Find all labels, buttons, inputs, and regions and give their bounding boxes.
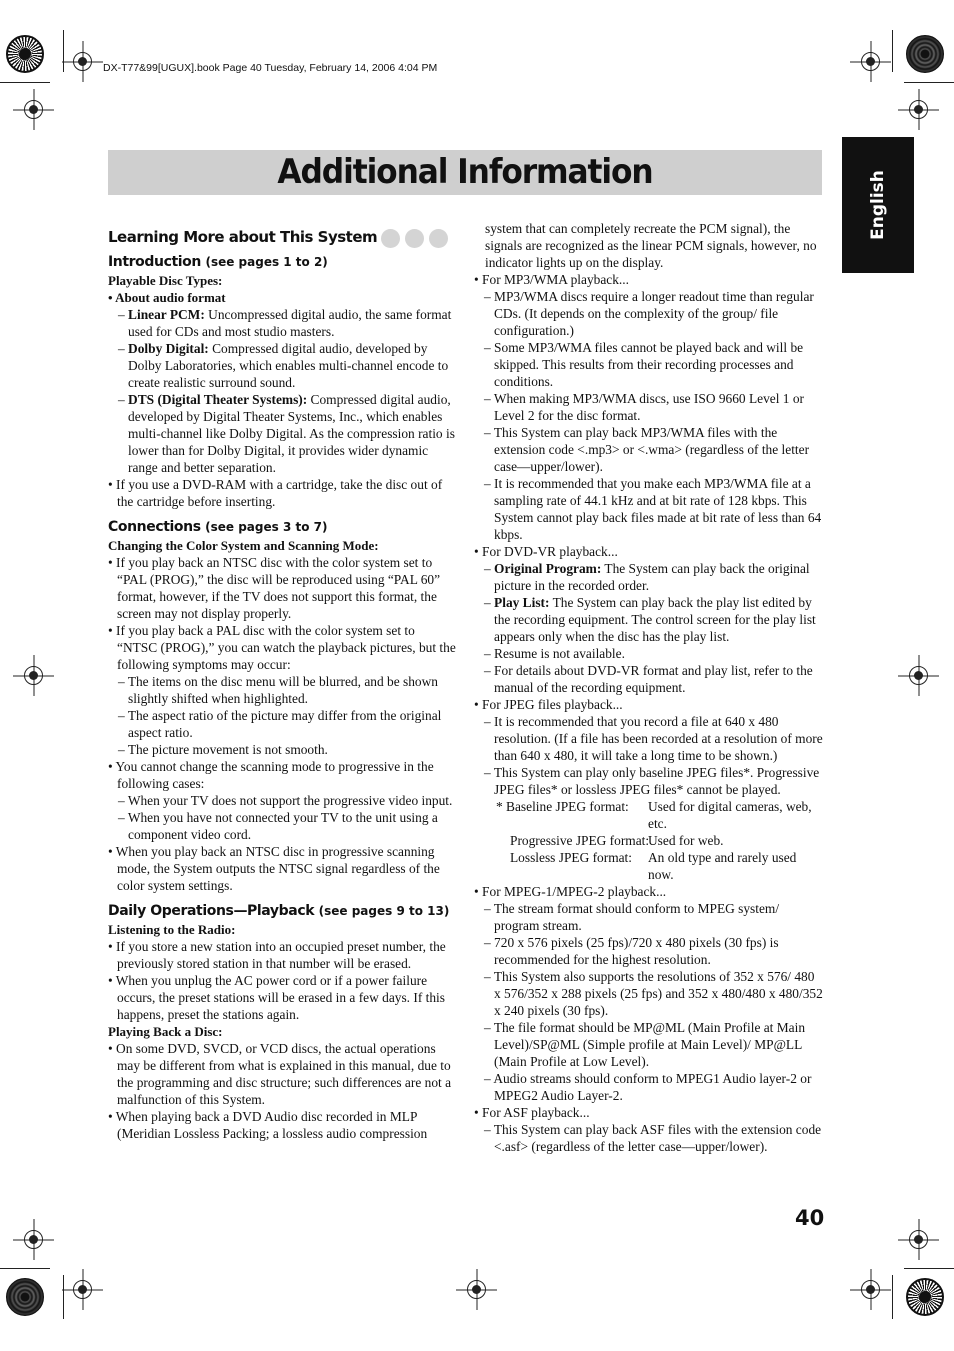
list-item: • When playing back a DVD Audio disc recorded in MLP (Meridian Lossless Packing; a lossless audio compression xyxy=(108,1108,428,1141)
crosshair-mark xyxy=(861,1280,880,1299)
list-subitem: – MP3/WMA discs require a longer readout time than regular CDs. (It depends on the complexity of the group/ file configuration.) xyxy=(484,289,814,338)
list-subitem: – Resume is not available. xyxy=(484,646,625,661)
list-item: • About audio format xyxy=(108,289,226,305)
list-item: • If you store a new station into an occupied preset number, the previously stored station in that number will be erased. xyxy=(108,938,446,971)
section-heading xyxy=(108,226,456,249)
crop-line xyxy=(892,1275,893,1319)
list-subitem: – Some MP3/WMA files cannot be played back and will be skipped. This results from their recording processes and conditions. xyxy=(484,340,804,389)
list-subitem: – This System can play back MP3/WMA files with the extension code <.mp3> or <.wma> (regardless of the letter case—upper/lower). xyxy=(484,425,810,474)
crop-line xyxy=(892,30,893,72)
left-column xyxy=(108,226,456,1142)
page-title: Additional Information xyxy=(277,152,653,192)
list-item: • For DVD-VR playback... xyxy=(474,544,618,559)
list-subitem: – This System can play back ASF files with the extension code <.asf> (regardless of the letter case—upper/lower). xyxy=(484,1122,822,1154)
list-item: • If you use a DVD-RAM with a cartridge, take the disc out of the cartridge before inserting. xyxy=(108,476,443,509)
list-subitem: – For details about DVD-VR format and play list, refer to the manual of the recording equipment. xyxy=(484,663,813,695)
registration-disc-top-right xyxy=(906,35,944,73)
list-subitem: – Original Program: The System can play back the original picture in the recorded order. xyxy=(484,561,810,593)
list-subitem: – The picture movement is not smooth. xyxy=(118,741,328,757)
crop-line xyxy=(63,30,64,72)
crop-line xyxy=(0,1268,50,1269)
page-number: 40 xyxy=(795,1206,825,1230)
crop-line xyxy=(904,82,954,83)
section-title: Learning More about This System xyxy=(108,228,378,246)
crosshair-mark xyxy=(73,1280,92,1299)
registration-mark-top-left xyxy=(6,35,44,73)
crosshair-mark xyxy=(861,52,880,71)
list-subitem: – When your TV does not support the progressive video input. xyxy=(118,792,453,808)
minor-heading: Listening to the Radio: xyxy=(108,921,236,937)
list-subitem: – Audio streams should conform to MPEG1 Audio layer-2 or MPEG2 Audio Layer-2. xyxy=(484,1071,812,1103)
subsection-heading: Introduction (see pages 1 to 2) xyxy=(108,253,328,270)
crosshair-mark xyxy=(24,666,43,685)
crop-line xyxy=(0,82,50,83)
list-subitem: – Linear PCM: Uncompressed digital audio, the same format used for CDs and most studio masters. xyxy=(118,306,452,339)
file-header: DX-T77&99[UGUX].book Page 40 Tuesday, February 14, 2006 4:04 PM xyxy=(103,62,438,74)
minor-heading: Changing the Color System and Scanning Mode: xyxy=(108,537,379,553)
subsection-heading: Connections (see pages 3 to 7) xyxy=(108,518,328,535)
jpeg-format-row: Lossless JPEG format: An old type and rarely used now. xyxy=(510,850,797,882)
minor-heading: Playing Back a Disc: xyxy=(108,1023,223,1039)
list-subitem: – It is recommended that you make each MP3/WMA file at a sampling rate of 44.1 kHz and at bit rate of 128 kbps. This System cannot play back files made at bit rate of less than 64 kbps. xyxy=(484,476,822,542)
continued-text: system that can completely recreate the PCM signal), the signals are recognized as the linear PCM signals, however, no indicator lights up on the display. xyxy=(485,221,817,270)
registration-disc-bottom-left xyxy=(6,1278,44,1316)
list-subitem: – 720 x 576 pixels (25 fps)/720 x 480 pixels (30 fps) is recommended for the highest resolution. xyxy=(484,935,779,967)
list-subitem: – The aspect ratio of the picture may differ from the original aspect ratio. xyxy=(118,707,442,740)
title-bar xyxy=(108,150,822,195)
list-subitem: – This System can play only baseline JPEG files*. Progressive JPEG files* or lossless JPEG files* cannot be played. xyxy=(484,765,820,797)
list-item: • If you play back a PAL disc with the color system set to “NTSC (PROG),” you can watch the playback pictures, but the following symptoms may occur: xyxy=(108,622,456,672)
crop-line xyxy=(904,1268,954,1269)
crosshair-mark xyxy=(909,666,928,685)
list-item: • For MPEG-1/MPEG-2 playback... xyxy=(474,884,667,899)
list-item: • For MP3/WMA playback... xyxy=(474,272,629,287)
list-subitem: – It is recommended that you record a file at 640 x 480 resolution. (If a file has been recorded at a resolution of more than 640 x 480, it will take a long time to be shown.) xyxy=(484,714,823,763)
crosshair-mark xyxy=(24,1230,43,1249)
list-subitem: – This System also supports the resolutions of 352 x 576/ 480 x 576/352 x 288 pixels (25 fps) and 352 x 480/480 x 480/352 x 240 pixels (30 fps). xyxy=(484,969,823,1018)
right-column xyxy=(474,220,824,1155)
crosshair-mark xyxy=(24,100,43,119)
list-item: • For JPEG files playback... xyxy=(474,697,623,712)
registration-mark-bottom-right xyxy=(906,1278,944,1316)
list-item: • When you unplug the AC power cord or if a power failure occurs, the preset stations will be erased in a few days. If this happens, preset the stations again. xyxy=(108,972,445,1022)
crop-line xyxy=(63,1275,64,1319)
list-item: • If you play back an NTSC disc with the color system set to “PAL (PROG),” the disc will be reproduced using “PAL 60” format, however, if the TV does not support this format, the screen may not display properly. xyxy=(108,554,441,621)
list-subitem: – When making MP3/WMA discs, use ISO 9660 Level 1 or Level 2 for the disc format. xyxy=(484,391,804,423)
subsection-heading: Daily Operations—Playback (see pages 9 to 13) xyxy=(108,902,450,919)
list-subitem: – The stream format should conform to MPEG system/ program stream. xyxy=(484,901,780,933)
list-item: • On some DVD, SVCD, or VCD discs, the actual operations may be different from what is explained in this manual, due to the programming and disc structure; such differences are not a malfunction of this System. xyxy=(108,1040,452,1107)
list-subitem: – Dolby Digital: Compressed digital audio, developed by Dolby Laboratories, which enables multi-channel encode to create realistic surround sound. xyxy=(118,340,449,390)
crosshair-mark xyxy=(909,100,928,119)
jpeg-format-row: Progressive JPEG format: Used for web. xyxy=(510,833,724,848)
list-item: • For ASF playback... xyxy=(474,1105,590,1120)
list-subitem: – The items on the disc menu will be blurred, and be shown slightly shifted when highlighted. xyxy=(118,673,438,706)
jpeg-format-row: * Baseline JPEG format: Used for digital cameras, web, etc. xyxy=(496,799,812,831)
crosshair-mark xyxy=(73,52,92,71)
list-subitem: – The file format should be MP@ML (Main Profile at Main Level)/SP@ML (Simple profile at Main Level)/ MP@LL (Main Profile at Low Level). xyxy=(484,1020,806,1069)
minor-heading: Playable Disc Types: xyxy=(108,272,223,288)
language-tab xyxy=(842,137,914,273)
list-subitem: – When you have not connected your TV to the unit using a component video cord. xyxy=(118,809,438,842)
crosshair-mark xyxy=(909,1230,928,1249)
list-subitem: – Play List: The System can play back the play list edited by the recording equipment. The control screen for the play list appears only when the disc has the play list. xyxy=(484,595,816,644)
crosshair-mark xyxy=(467,1280,486,1299)
list-item: • When you play back an NTSC disc in progressive scanning mode, the System outputs the NTSC signal regardless of the color system settings. xyxy=(108,843,440,893)
list-subitem: – DTS (Digital Theater Systems): Compressed digital audio, developed by Digital Theater Systems, Inc., which enables multi-channel like Dolby Digital. As the compression ratio is lower than for Dolby Digital, it provides wider dynamic range and better separation. xyxy=(118,391,455,475)
heading-dots xyxy=(381,227,453,249)
language-tab-label: English xyxy=(868,170,888,240)
list-item: • You cannot change the scanning mode to progressive in the following cases: xyxy=(108,758,434,791)
